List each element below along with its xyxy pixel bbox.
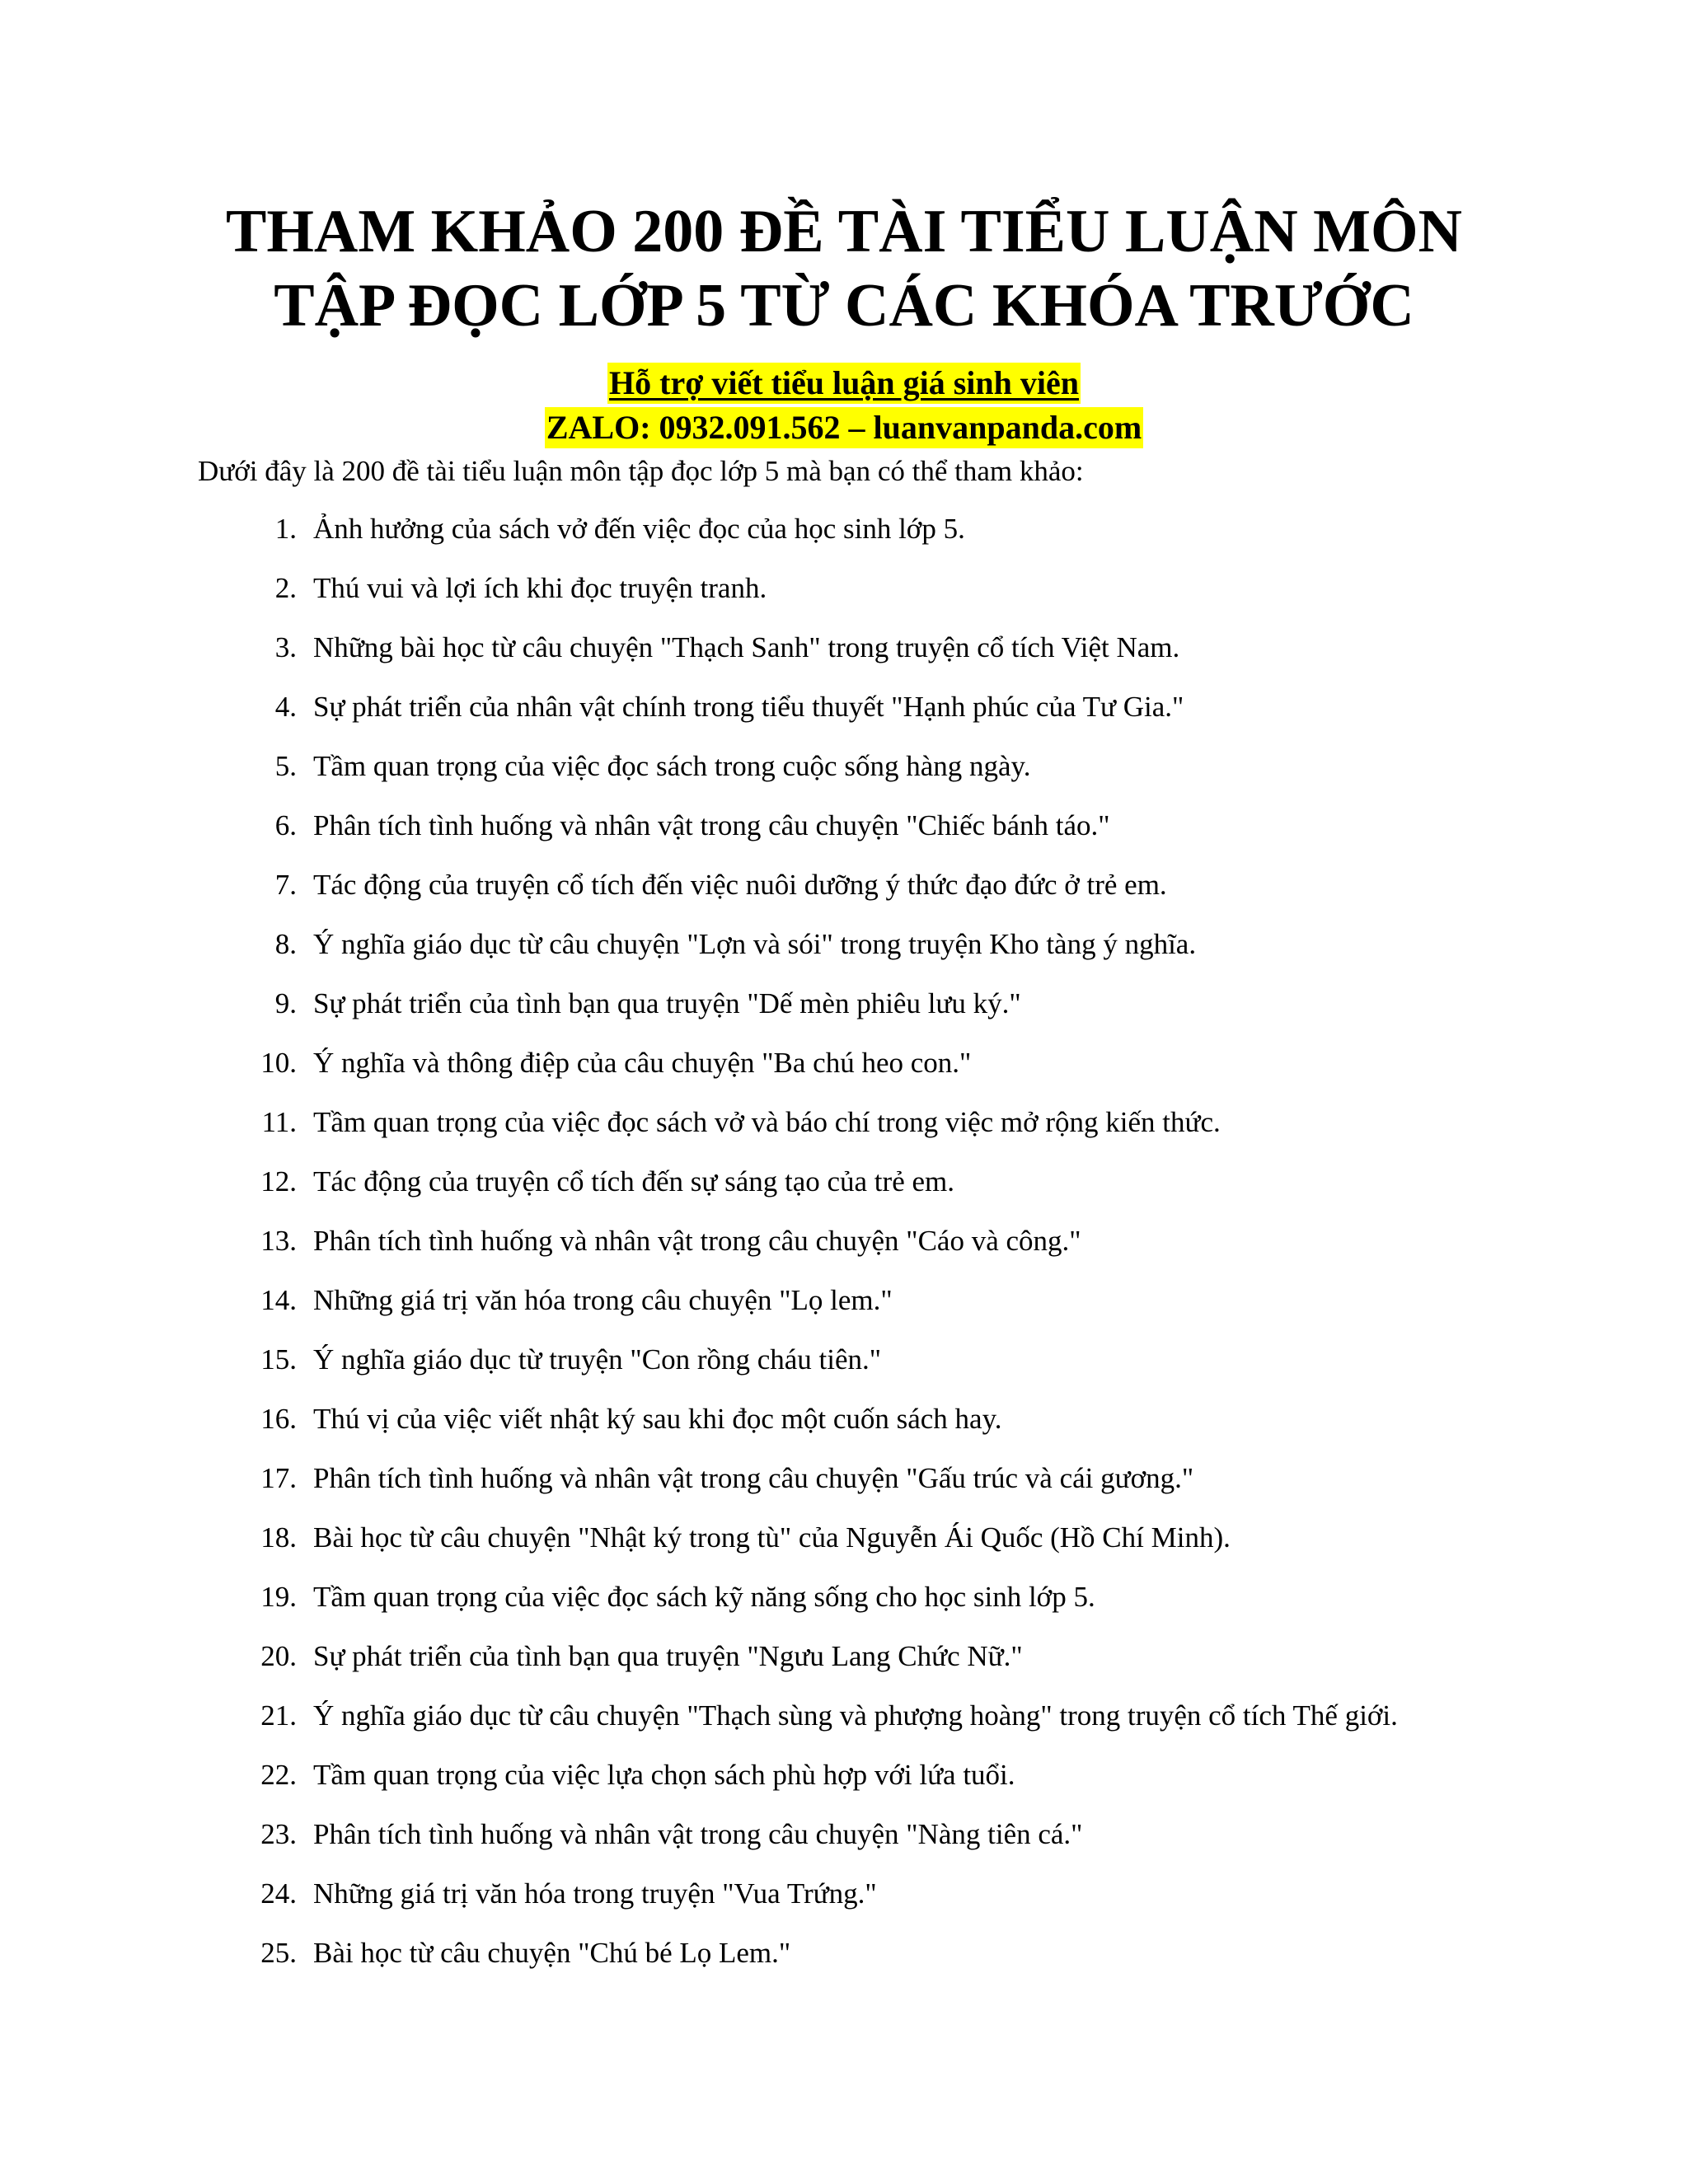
list-item-text: Ý nghĩa giáo dục từ câu chuyện "Thạch sùng và phượng hoàng" trong truyện cổ tích Thế giới.: [313, 1699, 1398, 1732]
list-item-text: Ý nghĩa và thông điệp của câu chuyện "Ba chú heo con.": [313, 1047, 972, 1079]
list-item-text: Tác động của truyện cổ tích đến sự sáng tạo của trẻ em.: [313, 1165, 954, 1197]
list-item-number: 24.: [260, 1877, 297, 1910]
list-item-text: Bài học từ câu chuyện "Chú bé Lọ Lem.": [313, 1937, 791, 1969]
title-line-1: THAM KHẢO 200 ĐỀ TÀI TIỂU LUẬN MÔN: [225, 198, 1463, 265]
list-item-number: 18.: [260, 1521, 297, 1554]
promo-block: [0, 361, 1688, 450]
list-item-number: 25.: [260, 1937, 297, 1969]
list-item: [241, 1637, 1526, 1696]
list-item: [241, 1459, 1526, 1518]
list-item-text: Ảnh hưởng của sách vở đến việc đọc của học sinh lớp 5.: [313, 513, 965, 545]
page-title: [0, 194, 1688, 343]
list-item-text: Tầm quan trọng của việc đọc sách trong cuộc sống hàng ngày.: [313, 750, 1031, 782]
list-item-number: 2.: [274, 572, 297, 604]
list-item-number: 9.: [274, 987, 297, 1019]
list-item-text: Những bài học từ câu chuyện "Thạch Sanh" trong truyện cổ tích Việt Nam.: [313, 631, 1180, 663]
list-item-number: 12.: [260, 1165, 297, 1197]
list-item: [241, 1281, 1526, 1340]
list-item: [241, 1103, 1526, 1162]
list-item: [241, 1696, 1526, 1755]
list-item-text: Sự phát triển của tình bạn qua truyện "Dế mèn phiêu lưu ký.": [313, 987, 1021, 1019]
list-item: [241, 1933, 1526, 1993]
list-item: [241, 806, 1526, 865]
list-item-text: Những giá trị văn hóa trong truyện "Vua Trứng.": [313, 1877, 877, 1910]
list-item: [241, 628, 1526, 687]
list-item-number: 22.: [260, 1759, 297, 1791]
list-item: [241, 1340, 1526, 1399]
list-item: [241, 1874, 1526, 1933]
list-item-number: 5.: [274, 750, 297, 782]
list-item: [241, 925, 1526, 984]
list-item-text: Sự phát triển của tình bạn qua truyện "Ngưu Lang Chức Nữ.": [313, 1640, 1023, 1672]
list-item-number: 23.: [260, 1818, 297, 1850]
list-item-number: 7.: [274, 869, 297, 901]
title-line-2: TẬP ĐỌC LỚP 5 TỪ CÁC KHÓA TRƯỚC: [274, 272, 1414, 340]
list-item-number: 11.: [261, 1106, 297, 1138]
list-item: [241, 1815, 1526, 1874]
list-item: [241, 1518, 1526, 1577]
list-item: [241, 1577, 1526, 1637]
contact-link[interactable]: ZALO: 0932.091.562 – luanvanpanda.com: [545, 407, 1143, 448]
list-item: [241, 509, 1526, 569]
list-item-number: 19.: [260, 1581, 297, 1613]
list-item: [241, 687, 1526, 747]
list-item-number: 10.: [260, 1047, 297, 1079]
list-item-number: 20.: [260, 1640, 297, 1672]
list-item-text: Sự phát triển của nhân vật chính trong tiểu thuyết "Hạnh phúc của Tư Gia.": [313, 691, 1184, 723]
list-item: [241, 1221, 1526, 1281]
list-item-number: 6.: [274, 809, 297, 841]
support-banner-text[interactable]: Hỗ trợ viết tiểu luận giá sinh viên: [607, 363, 1081, 404]
list-item-number: 21.: [260, 1699, 297, 1732]
list-item: [241, 747, 1526, 806]
list-item-number: 1.: [274, 513, 297, 545]
list-item: [241, 1399, 1526, 1459]
list-item: [241, 865, 1526, 925]
list-item-text: Ý nghĩa giáo dục từ câu chuyện "Lợn và sói" trong truyện Kho tàng ý nghĩa.: [313, 928, 1197, 960]
list-item-text: Phân tích tình huống và nhân vật trong câu chuyện "Chiếc bánh táo.": [313, 809, 1110, 841]
list-item-text: Những giá trị văn hóa trong câu chuyện "Lọ lem.": [313, 1284, 893, 1316]
list-item-text: Ý nghĩa giáo dục từ truyện "Con rồng cháu tiên.": [313, 1343, 882, 1376]
list-item: [241, 984, 1526, 1043]
list-item-number: 14.: [260, 1284, 297, 1316]
list-item-text: Phân tích tình huống và nhân vật trong câu chuyện "Gấu trúc và cái gương.": [313, 1462, 1194, 1494]
list-item: [241, 569, 1526, 628]
list-item-text: Tầm quan trọng của việc lựa chọn sách phù hợp với lứa tuổi.: [313, 1759, 1015, 1791]
list-item: [241, 1162, 1526, 1221]
list-item-text: Bài học từ câu chuyện "Nhật ký trong tù" của Nguyễn Ái Quốc (Hồ Chí Minh).: [313, 1521, 1231, 1554]
list-item-number: 3.: [274, 631, 297, 663]
list-item-text: Tầm quan trọng của việc đọc sách kỹ năng sống cho học sinh lớp 5.: [313, 1581, 1095, 1613]
list-item-number: 15.: [260, 1343, 297, 1376]
intro-text: Dưới đây là 200 đề tài tiểu luận môn tập đọc lớp 5 mà bạn có thể tham khảo:: [198, 455, 1084, 487]
list-item: [241, 1755, 1526, 1815]
list-item-number: 16.: [260, 1403, 297, 1435]
list-item-text: Thú vui và lợi ích khi đọc truyện tranh.: [313, 572, 767, 604]
topic-list: [241, 509, 1526, 1993]
list-item-text: Tầm quan trọng của việc đọc sách vở và báo chí trong việc mở rộng kiến thức.: [313, 1106, 1221, 1138]
list-item-number: 17.: [260, 1462, 297, 1494]
list-item-number: 13.: [260, 1225, 297, 1257]
list-item-number: 4.: [274, 691, 297, 723]
list-item-number: 8.: [274, 928, 297, 960]
list-item-text: Phân tích tình huống và nhân vật trong câu chuyện "Cáo và công.": [313, 1225, 1081, 1257]
list-item-text: Thú vị của việc viết nhật ký sau khi đọc một cuốn sách hay.: [313, 1403, 1002, 1435]
list-item-text: Phân tích tình huống và nhân vật trong câu chuyện "Nàng tiên cá.": [313, 1818, 1083, 1850]
list-item: [241, 1043, 1526, 1103]
list-item-text: Tác động của truyện cổ tích đến việc nuôi dưỡng ý thức đạo đức ở trẻ em.: [313, 869, 1167, 901]
